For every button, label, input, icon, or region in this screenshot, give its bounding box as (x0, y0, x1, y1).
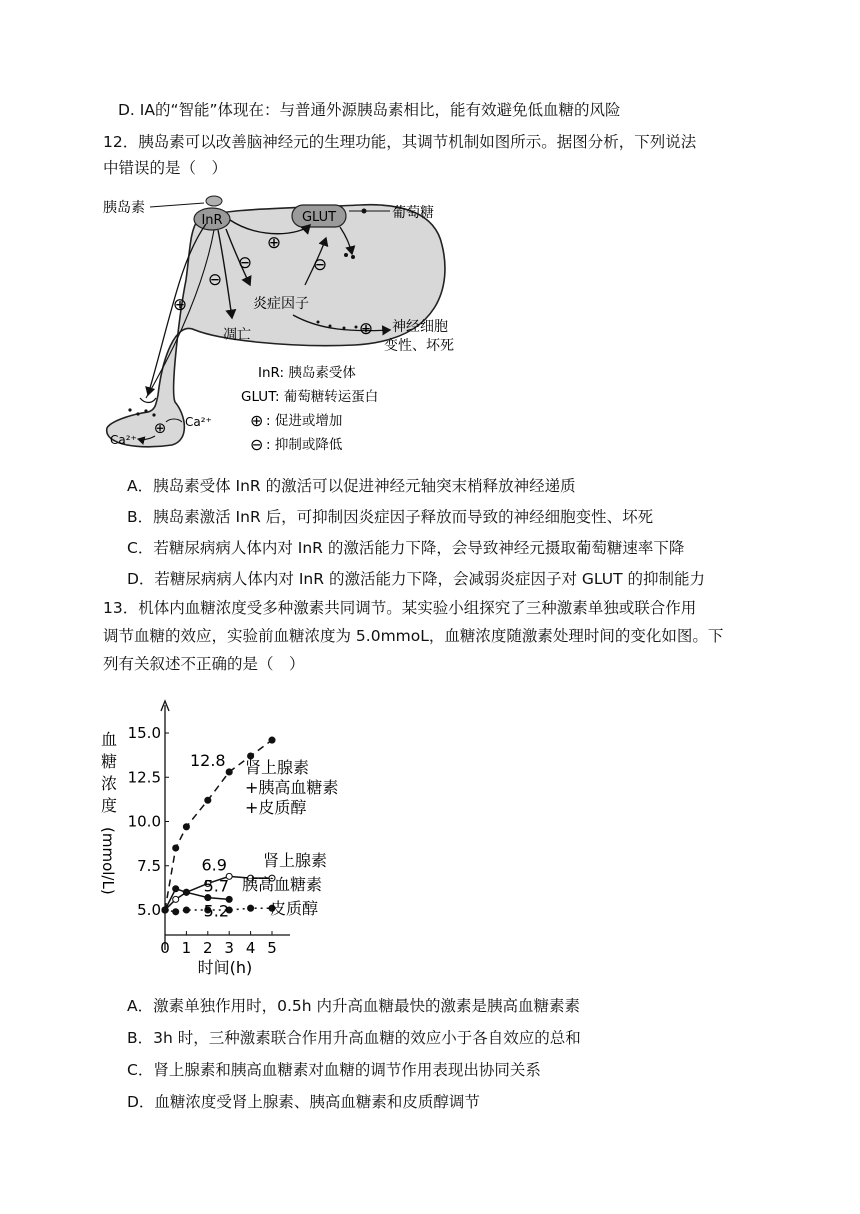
insulin-label: 胰岛素 (103, 200, 145, 216)
series-label: 肾上腺素 (263, 851, 328, 870)
glut-label: GLUT (301, 210, 337, 225)
series-label: +皮质醇 (245, 798, 307, 817)
y-tick-label: 7.5 (137, 856, 161, 875)
y-tick-label: 12.5 (127, 768, 161, 787)
neuron-label-line2: 变性、坏死 (384, 338, 454, 354)
legend-minus-text: : 抑制或降低 (266, 437, 343, 453)
plus-sign-axon: ⊕ (172, 295, 188, 315)
inflammation-label: 炎症因子 (253, 296, 309, 312)
y-axis-label-unit: (mmol/L) (99, 827, 117, 895)
x-tick-label: 1 (181, 939, 192, 957)
legend-glut: GLUT: 葡萄糖转运蛋白 (241, 389, 379, 405)
data-point (183, 824, 189, 830)
data-point (183, 889, 189, 895)
data-point (248, 905, 254, 911)
legend-plus-text: : 促进或增加 (266, 413, 343, 429)
data-point (173, 886, 179, 892)
q12-stem-line2: 中错误的是（ ） (103, 159, 228, 177)
series-label: 胰高血糖素 (242, 875, 323, 894)
y-axis-label-char: 度 (100, 796, 118, 815)
data-point (173, 909, 179, 915)
data-point (205, 797, 211, 803)
q13-option-b: B．3h 时，三种激素联合作用升高血糖的效应小于各自效应的总和 (127, 1029, 581, 1047)
insulin-mechanism-diagram (100, 190, 480, 455)
apoptosis-label: 凋亡 (223, 327, 251, 343)
minus-sign-glut: ⊖ (312, 255, 328, 275)
blood-glucose-chart (95, 695, 370, 980)
q13-stem-line2: 调节血糖的效应，实验前血糖浓度为 5.0mmoL，血糖浓度随激素处理时间的变化如图。下 (103, 627, 724, 645)
q13-stem-line1: 13．机体内血糖浓度受多种激素共同调节。某实验小组探究了三种激素单独或联合作用 (103, 599, 697, 617)
series-label: 肾上腺素 (245, 758, 310, 777)
y-tick-label: 5.0 (137, 901, 161, 919)
y-axis-label-char: 糖 (100, 752, 118, 771)
data-point (183, 907, 189, 913)
q11-option-d: D. IA的“智能”体现在：与普通外源胰岛素相比，能有效避免低血糖的风险 (118, 101, 621, 119)
inr-label: InR (201, 213, 223, 228)
x-tick-label: 3 (224, 939, 234, 957)
data-annotation: 6.9 (201, 855, 227, 875)
y-tick-label: 10.0 (127, 812, 161, 831)
x-tick-label: 4 (245, 939, 256, 957)
series-label: 皮质醇 (270, 899, 319, 918)
series-label: +胰高血糖素 (245, 778, 339, 797)
y-tick-label: 15.0 (127, 724, 161, 742)
data-point (269, 737, 275, 743)
q13-option-c: C．肾上腺素和胰高血糖素对血糖的调节作用表现出协同关系 (127, 1061, 541, 1079)
x-tick-label: 0 (160, 939, 170, 957)
q12-option-b: B．胰岛素激活 InR 后，可抑制因炎症因子释放而导致的神经细胞变性、坏死 (127, 508, 654, 526)
plus-sign-neuron: ⊕ (358, 319, 374, 339)
plus-sign-glut: ⊕ (266, 233, 282, 253)
ca-label-left: Ca²⁺ (110, 433, 137, 447)
data-annotation: 12.8 (189, 750, 226, 770)
minus-sign-apoptosis: ⊖ (207, 270, 223, 290)
data-annotation: 5.7 (203, 876, 230, 896)
q13-stem-line3: 列有关叙述不正确的是（ ） (103, 655, 305, 673)
plus-sign-ca: ⊕ (153, 419, 167, 437)
y-axis-label-char: 浓 (100, 774, 118, 793)
q12-option-a: A．胰岛素受体 InR 的激活可以促进神经元轴突末梢释放神经递质 (127, 477, 576, 495)
y-axis-label-char: 血 (100, 730, 118, 749)
q12-stem-line1: 12．胰岛素可以改善脑神经元的生理功能，其调节机制如图所示。据图分析，下列说法 (103, 133, 697, 151)
legend-minus-symbol: ⊖ (250, 435, 264, 454)
legend-plus-symbol: ⊕ (250, 411, 264, 430)
q13-option-d: D．血糖浓度受肾上腺素、胰高血糖素和皮质醇调节 (127, 1093, 480, 1111)
data-point (226, 769, 232, 775)
minus-sign-inflammation: ⊖ (237, 253, 253, 273)
x-axis-label: 时间(h) (197, 958, 253, 977)
data-point (173, 845, 179, 851)
glucose-label: 葡萄糖 (392, 205, 434, 221)
data-point (162, 907, 168, 913)
data-annotation: 5.2 (203, 901, 230, 921)
x-tick-label: 2 (203, 939, 213, 957)
x-tick-label: 5 (267, 939, 277, 957)
legend-inr: InR: 胰岛素受体 (258, 365, 356, 381)
q13-option-a: A．激素单独作用时，0.5h 内升高血糖最快的激素是胰高血糖素素 (127, 997, 581, 1015)
neuron-label-line1: 神经细胞 (392, 319, 448, 335)
insulin-molecule (206, 196, 222, 206)
chart-labels (99, 730, 338, 977)
data-point (173, 896, 179, 902)
q12-option-d: D．若糖尿病病人体内对 InR 的激活能力下降，会减弱炎症因子对 GLUT 的抑制能力 (127, 570, 705, 588)
ca-label-right: Ca²⁺ (185, 415, 212, 429)
q12-option-c: C．若糖尿病病人体内对 InR 的激活能力下降，会导致神经元摄取葡萄糖速率下降 (127, 539, 685, 557)
